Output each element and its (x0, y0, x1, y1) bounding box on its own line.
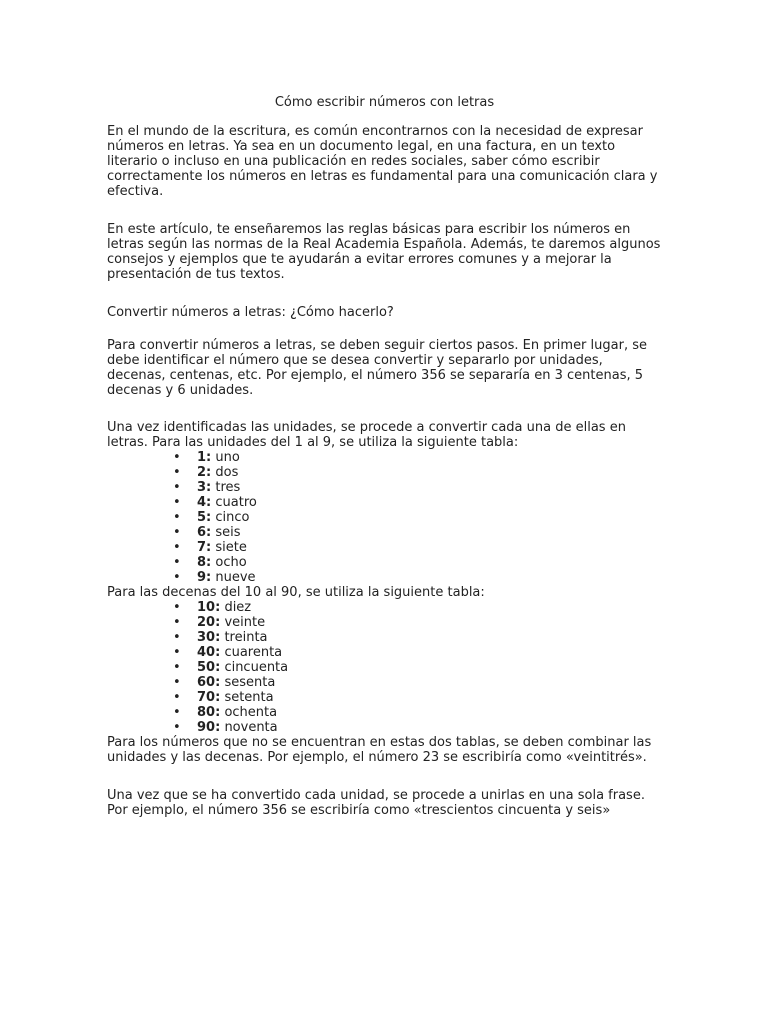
list-item-number: 3: (197, 480, 212, 495)
list-item-word: cincuenta (224, 660, 289, 675)
list-item-number: 30: (197, 630, 221, 645)
list-item (173, 480, 662, 495)
bullet-icon: • (173, 675, 181, 690)
bullet-icon: • (173, 690, 181, 705)
bullet-icon: • (173, 495, 181, 510)
bullet-icon: • (173, 480, 181, 495)
list-item-word: cuatro (215, 495, 257, 510)
list-item-number: 4: (197, 495, 212, 510)
bullet-icon: • (173, 705, 181, 720)
bullet-icon: • (173, 555, 181, 570)
intro-paragraph-1: En el mundo de la escritura, es común encontrarnos con la necesidad de expresar números en letras. Ya sea en un documento legal, en una factura, en un texto literario o incluso en una publicación en redes sociales, saber cómo escribir correctamente los números en letras es fundamental para una comunicación clara y efectiva. (107, 124, 658, 199)
list-item-word: seis (215, 525, 241, 540)
intro-paragraph-2: En este artículo, te enseñaremos las reglas básicas para escribir los números en letras según las normas de la Real Academia Española. Además, te daremos algunos consejos y ejemplos que te ayudarán a evitar errores comunes y a mejorar la presentación de tus textos. (107, 222, 661, 282)
list-item (173, 690, 662, 705)
bullet-icon: • (173, 660, 181, 675)
list-item-number: 2: (197, 465, 212, 480)
list-item-word: noventa (224, 720, 278, 735)
tens-list (107, 600, 662, 735)
list-item-number: 5: (197, 510, 212, 525)
units-intro-paragraph: Una vez identificadas las unidades, se procede a convertir cada una de ellas en letras. Para las unidades del 1 al 9, se utiliza la siguiente tabla: (107, 420, 626, 450)
steps-paragraph: Para convertir números a letras, se deben seguir ciertos pasos. En primer lugar, se debe identificar el número que se desea convertir y separarlo por unidades, decenas, centenas, etc. Por ejemplo, el número 356 se separaría en 3 centenas, 5 decenas y 6 unidades. (107, 338, 647, 398)
list-item (173, 510, 662, 525)
list-item-word: treinta (224, 630, 268, 645)
bullet-icon: • (173, 645, 181, 660)
bullet-icon: • (173, 450, 181, 465)
list-item (173, 615, 662, 630)
list-item-number: 8: (197, 555, 212, 570)
list-item (173, 540, 662, 555)
bullet-icon: • (173, 630, 181, 645)
bullet-icon: • (173, 540, 181, 555)
list-item-number: 70: (197, 690, 221, 705)
list-item-number: 80: (197, 705, 221, 720)
list-item (173, 525, 662, 540)
list-item (173, 705, 662, 720)
units-list (107, 450, 662, 585)
list-item (173, 645, 662, 660)
bullet-icon: • (173, 465, 181, 480)
document-page (107, 95, 662, 818)
combine-paragraph: Para los números que no se encuentran en estas dos tablas, se deben combinar las unidades y las decenas. Por ejemplo, el número 23 se escribiría como «veintitrés». (107, 735, 652, 765)
list-item-word: diez (224, 600, 252, 615)
list-item (173, 570, 662, 585)
bullet-icon: • (173, 525, 181, 540)
section-heading: Convertir números a letras: ¿Cómo hacerlo? (107, 305, 394, 320)
list-item-number: 60: (197, 675, 221, 690)
bullet-icon: • (173, 600, 181, 615)
tens-intro-paragraph: Para las decenas del 10 al 90, se utiliza la siguiente tabla: (107, 585, 485, 600)
list-item-number: 40: (197, 645, 221, 660)
bullet-icon: • (173, 510, 181, 525)
list-item-word: cuarenta (224, 645, 283, 660)
list-item (173, 495, 662, 510)
list-item (173, 600, 662, 615)
list-item-number: 9: (197, 570, 212, 585)
list-item (173, 465, 662, 480)
document-title: Cómo escribir números con letras (274, 95, 495, 110)
list-item (173, 450, 662, 465)
list-item-word: setenta (224, 690, 274, 705)
bullet-icon: • (173, 570, 181, 585)
list-item-word: ochenta (224, 705, 278, 720)
list-item-word: cinco (215, 510, 250, 525)
list-item-word: sesenta (224, 675, 276, 690)
list-item-number: 1: (197, 450, 212, 465)
list-item-word: uno (215, 450, 240, 465)
list-item (173, 555, 662, 570)
list-item-word: tres (215, 480, 241, 495)
list-item (173, 720, 662, 735)
list-item-number: 90: (197, 720, 221, 735)
list-item (173, 660, 662, 675)
list-item (173, 675, 662, 690)
final-paragraph: Una vez que se ha convertido cada unidad, se procede a unirlas en una sola frase. Por ejemplo, el número 356 se escribiría como «trescientos cincuenta y seis» (107, 788, 645, 818)
list-item-word: siete (215, 540, 247, 555)
list-item-number: 50: (197, 660, 221, 675)
list-item (173, 630, 662, 645)
list-item-number: 7: (197, 540, 212, 555)
list-item-number: 10: (197, 600, 221, 615)
list-item-word: veinte (224, 615, 266, 630)
list-item-word: nueve (215, 570, 256, 585)
list-item-number: 6: (197, 525, 212, 540)
bullet-icon: • (173, 615, 181, 630)
bullet-icon: • (173, 720, 181, 735)
list-item-word: dos (215, 465, 239, 480)
list-item-word: ocho (215, 555, 247, 570)
list-item-number: 20: (197, 615, 221, 630)
